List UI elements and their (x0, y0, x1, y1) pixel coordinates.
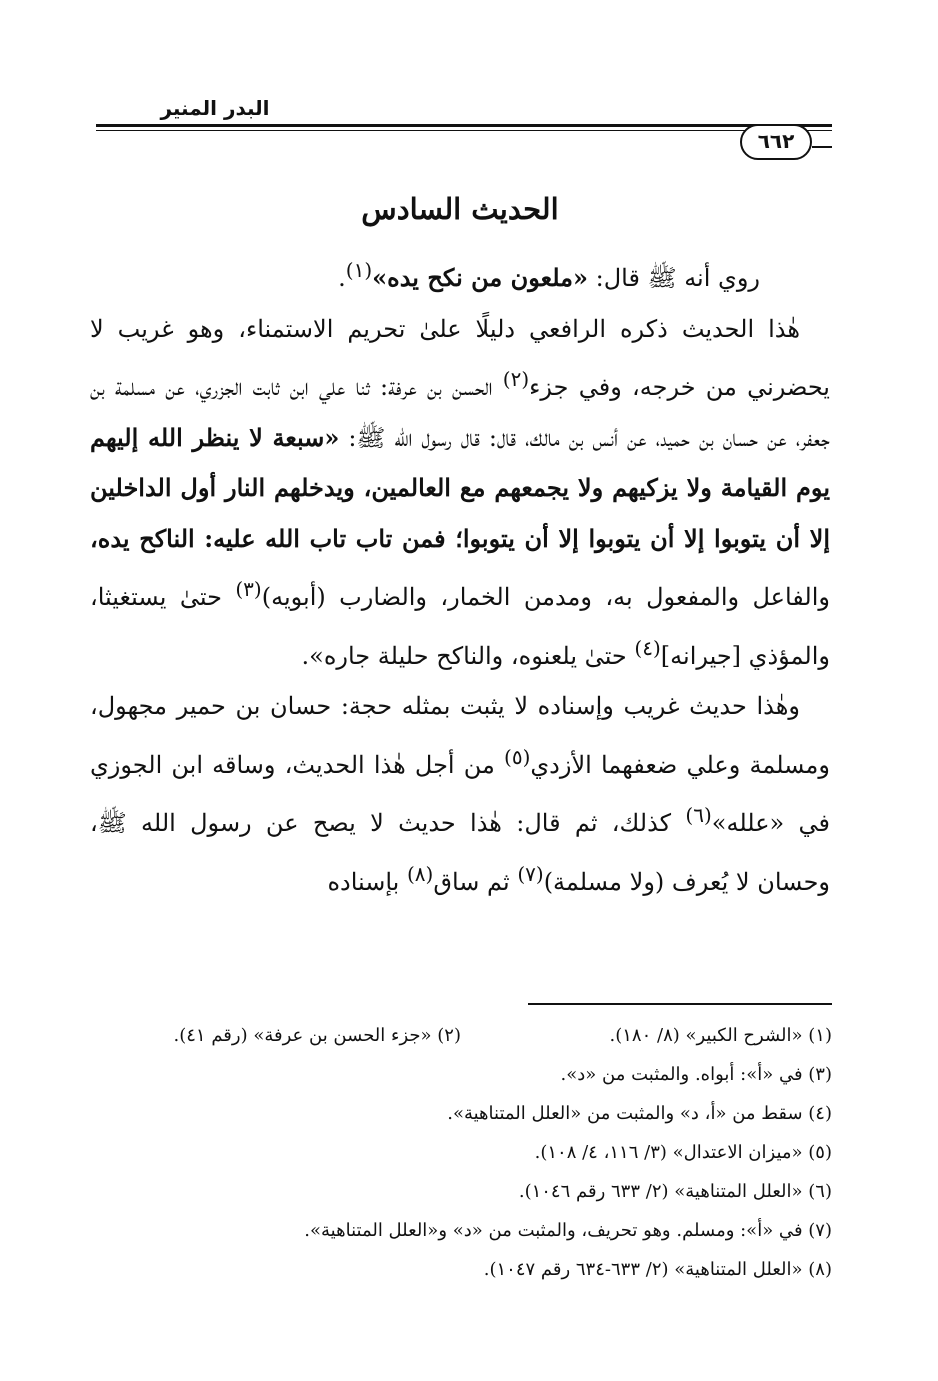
footnote-ref: (٦) (685, 803, 712, 827)
header-rule-thin (96, 130, 832, 131)
running-title: البدر المنير (160, 96, 270, 120)
body-text (90, 245, 830, 907)
section-heading: الحديث السادس (361, 192, 559, 226)
footnote-6: (٦) «العلل المتناهية» (٢/ ٦٣٣ رقم ١٠٤٦). (518, 1181, 832, 1202)
footnote-ref: (٨) (406, 861, 434, 886)
header-rule-thick (96, 124, 832, 127)
text-run: ثم ساق (433, 867, 518, 896)
footnote-8: (٨) «العلل المتناهية» (٢/ ٦٣٣-٦٣٤ رقم ١٠٤٧). (483, 1259, 832, 1280)
footnote-ref: (١) (345, 258, 373, 282)
text-run: هٰذا الحديث ذكره الرافعي دليلًا علىٰ تحريم الاستمناء، وهو غريب لا يحضرني من خرجه، وفي جزء (90, 314, 830, 401)
text-run: حتىٰ يستغيثا، والمؤذي [جيرانه] (90, 583, 830, 670)
page-number-badge: ٦٦٢ (740, 124, 812, 160)
text-run: من أجل هٰذا الحديث، وساقه ابن الجوزي في «علله» (90, 750, 830, 837)
text-run: الحسن بن عرفة: ثنا علي ابن ثابت الجزري، عن مسلمة بن جعفر، عن حسان بن حميد، عن أنس بن مالك، قال: قال رسول الله ﷺ: (90, 373, 831, 452)
footnote-5: (٥) «ميزان الاعتدال» (٣/ ١١٦، ٤/ ١٠٨). (534, 1142, 832, 1163)
footnote-ref: (٢) (502, 367, 530, 391)
text-run: بإسناده (327, 867, 407, 896)
footnote-ref: (٣) (235, 577, 262, 601)
footnote-ref: (٥) (504, 744, 531, 769)
footnote-7: (٧) في «أ»: ومسلم. وهو تحريف، والمثبت من «د» و«العلل المتناهية». (304, 1220, 832, 1241)
header-rule-lower (812, 146, 832, 148)
footnote-3: (٣) في «أ»: أبواه. والمثبت من «د». (560, 1064, 832, 1085)
footnote-separator (528, 1003, 832, 1005)
footnote-4: (٤) سقط من «أ، د» والمثبت من «العلل المتناهية». (447, 1103, 832, 1124)
footnote-ref: (٧) (517, 861, 544, 886)
hadith-quote: «ملعون من نكح يده» (372, 263, 588, 292)
text-run: كذلك، ثم قال: هٰذا حديث لا يصح عن رسول الله ﷺ، وحسان لا يُعرف (ولا مسلمة) (90, 809, 830, 896)
paragraph-1 (90, 245, 830, 304)
paragraph-3 (90, 681, 830, 907)
footnote-ref: (٤) (634, 635, 661, 660)
footnotes (90, 1016, 832, 1289)
footnote-row (90, 1016, 832, 1055)
footnote-2: (٢) «جزء الحسن بن عرفة» (رقم ٤١). (173, 1025, 461, 1046)
text-run: حتىٰ يلعنوه، والناكح حليلة جاره». (301, 641, 635, 670)
hadith-quote: «سبعة لا ينظر الله إليهم يوم القيامة ولا يزكيهم ولا يجمعهم مع العالمين، ويدخلهم النار أول الداخلين إلا أن يتوبوا إلا أن يتوبوا إلا أن يتوبوا؛ فمن تاب تاب الله عليه: الناكح يده، (90, 422, 830, 553)
text-run: وهٰذا حديث غريب وإسناده لا يثبت بمثله حجة: حسان بن حمير مجهول، ومسلمة وعلي ضعفهما الأزدي (90, 692, 830, 779)
paragraph-2 (90, 304, 830, 682)
footnote-1: (١) «الشرح الكبير» (٨/ ١٨٠). (609, 1025, 832, 1046)
text-run: والفاعل والمفعول به، ومدمن الخمار، والضارب (أبويه) (261, 583, 830, 611)
text-run: . (338, 264, 346, 292)
text-run: روي أنه ﷺ قال: (588, 264, 760, 292)
